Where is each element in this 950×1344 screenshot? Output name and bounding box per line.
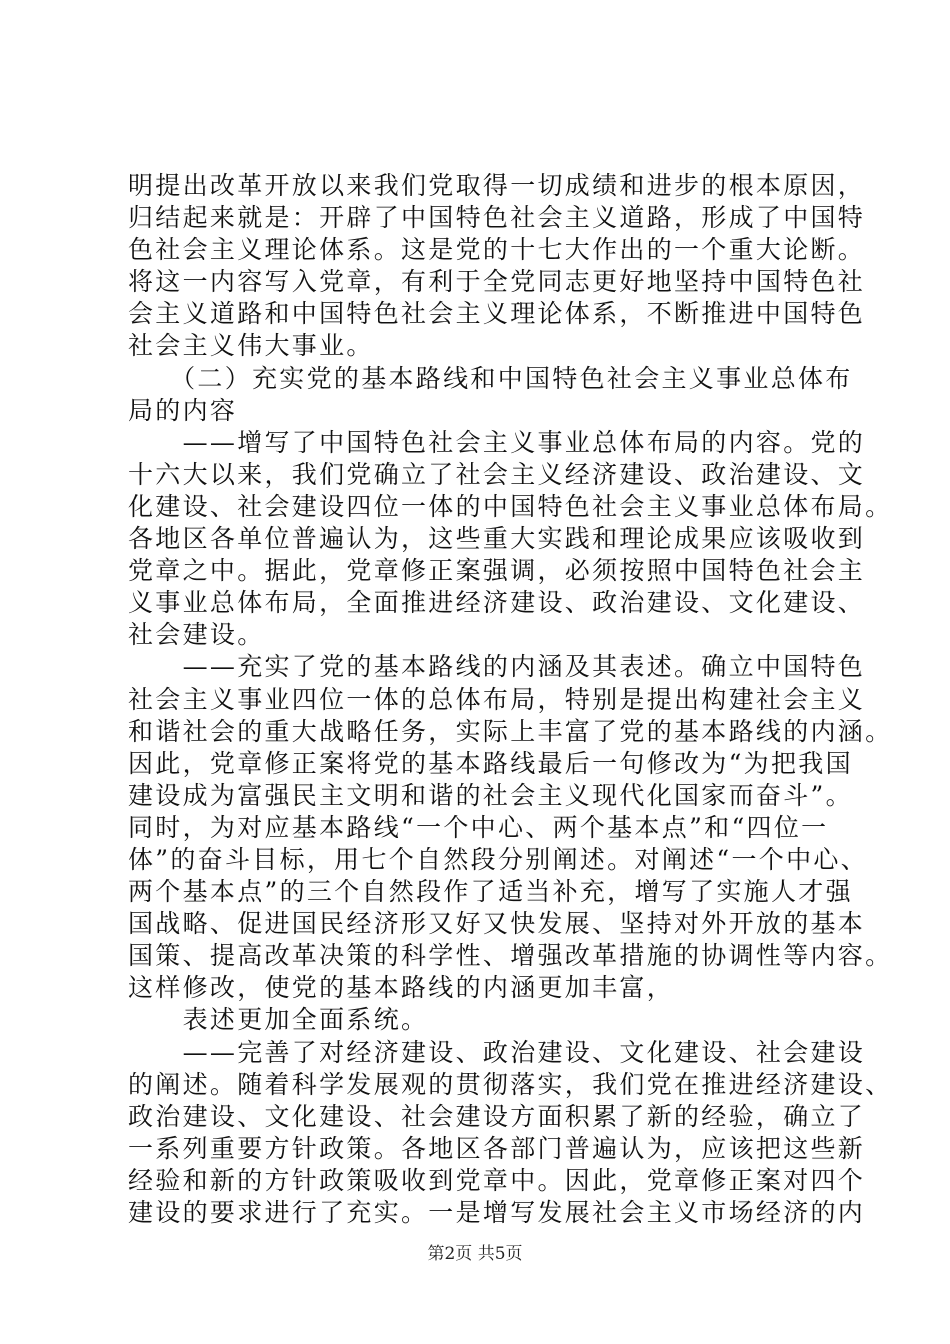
- text-line: 义事业总体布局，全面推进经济建设、政治建设、文化建设、: [128, 588, 866, 618]
- text-line: 表述更加全面系统。: [128, 1005, 429, 1035]
- text-line: 色社会主义理论体系。这是党的十七大作出的一个重大论断。: [128, 235, 866, 265]
- text-line: 化建设、社会建设四位一体的中国特色社会主义事业总体布局。: [128, 491, 893, 521]
- document-body: [128, 170, 893, 1229]
- text-line: 这样修改，使党的基本路线的内涵更加丰富，: [128, 973, 675, 1003]
- text-line: 同时，为对应基本路线“一个中心、两个基本点”和“四位一: [128, 812, 829, 842]
- text-line: 国战略、促进国民经济形又好又快发展、坚持对外开放的基本: [128, 909, 866, 939]
- text-line: 体”的奋斗目标，用七个自然段分别阐述。对阐述“一个中心、: [128, 844, 868, 874]
- text-line: ——完善了对经济建设、政治建设、文化建设、社会建设: [128, 1037, 866, 1067]
- text-line: ——充实了党的基本路线的内涵及其表述。确立中国特色: [128, 652, 866, 682]
- text-line: 十六大以来，我们党确立了社会主义经济建设、政治建设、文: [128, 459, 866, 489]
- text-line: （二）充实党的基本路线和中国特色社会主义事业总体布: [128, 363, 853, 393]
- text-line: 国策、提高改革决策的科学性、增强改革措施的协调性等内容。: [128, 941, 893, 971]
- text-line: 社会主义伟大事业。: [128, 331, 374, 361]
- text-line: ——增写了中国特色社会主义事业总体布局的内容。党的: [128, 427, 866, 457]
- text-line: 社会主义事业四位一体的总体布局，特别是提出构建社会主义: [128, 684, 866, 714]
- text-line: 将这一内容写入党章，有利于全党同志更好地坚持中国特色社: [128, 267, 866, 297]
- text-line: 党章之中。据此，党章修正案强调，必须按照中国特色社会主: [128, 556, 866, 586]
- text-line: 建设成为富强民主文明和谐的社会主义现代化国家而奋斗”。: [128, 780, 853, 810]
- text-line: 会主义道路和中国特色社会主义理论体系，不断推进中国特色: [128, 299, 866, 329]
- text-line: 两个基本点”的三个自然段作了适当补充，增写了实施人才强: [128, 877, 853, 907]
- text-line: 政治建设、文化建设、社会建设方面积累了新的经验，确立了: [128, 1101, 866, 1131]
- text-line: 局的内容: [128, 395, 238, 425]
- page-footer: 第2页 共5页: [427, 1244, 523, 1264]
- text-line: 社会建设。: [128, 620, 265, 650]
- text-line: 各地区各单位普遍认为，这些重大实践和理论成果应该吸收到: [128, 524, 866, 554]
- text-line: 的阐述。随着科学发展观的贯彻落实，我们党在推进经济建设、: [128, 1069, 893, 1099]
- text-line: 经验和新的方针政策吸收到党章中。因此，党章修正案对四个: [128, 1165, 866, 1195]
- text-line: 归结起来就是：开辟了中国特色社会主义道路，形成了中国特: [128, 203, 866, 233]
- text-line: 和谐社会的重大战略任务，实际上丰富了党的基本路线的内涵。: [128, 716, 893, 746]
- text-line: 因此，党章修正案将党的基本路线最后一句修改为“为把我国: [128, 748, 853, 778]
- text-line: 明提出改革开放以来我们党取得一切成绩和进步的根本原因，: [128, 171, 866, 200]
- text-line: 建设的要求进行了充实。一是增写发展社会主义市场经济的内: [128, 1198, 866, 1227]
- text-line: 一系列重要方针政策。各地区各部门普遍认为，应该把这些新: [128, 1133, 866, 1163]
